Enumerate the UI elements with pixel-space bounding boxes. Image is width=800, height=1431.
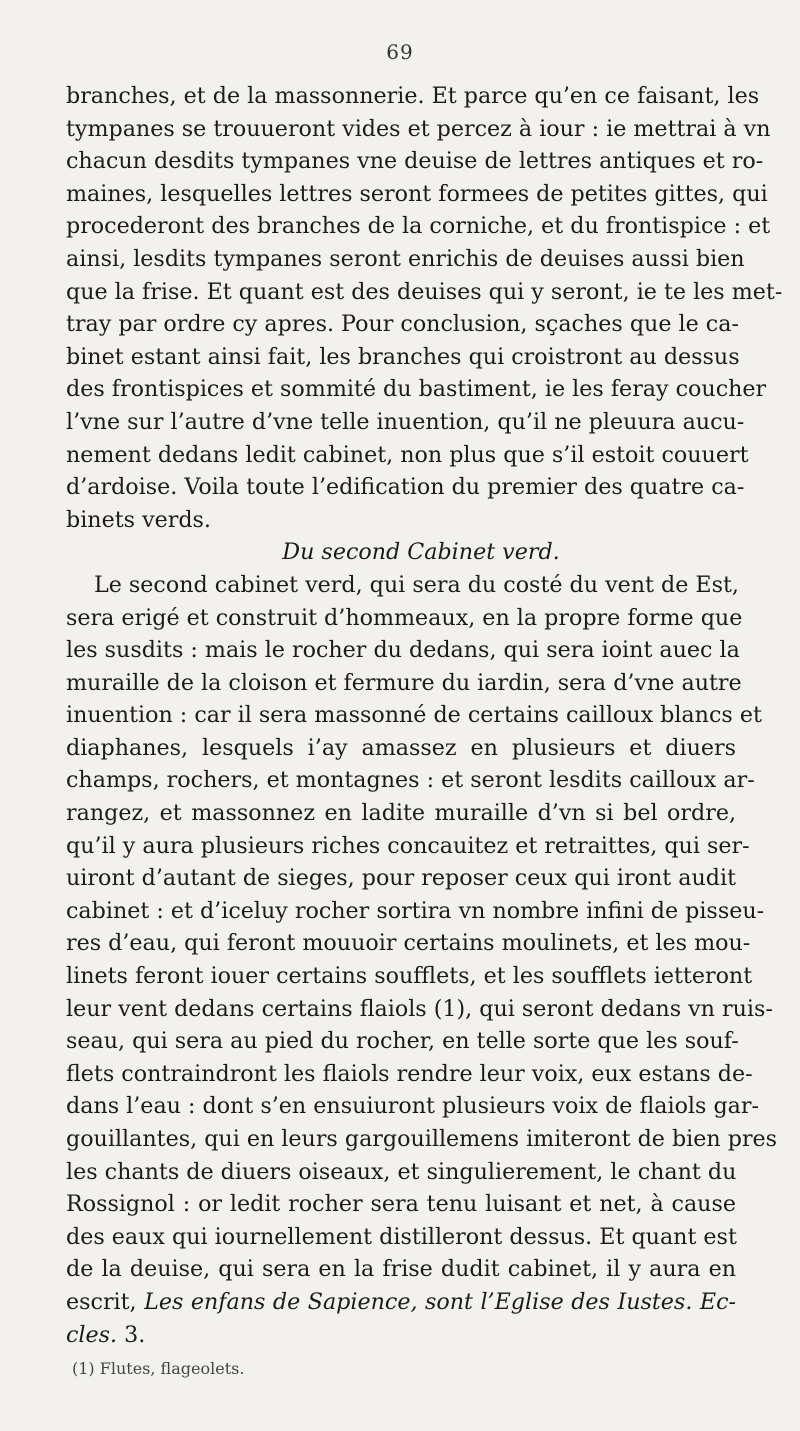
text-line: les susdits : mais le rocher du dedans, qui sera ioint auec la [66,637,740,664]
text-line: l’vne sur l’autre d’vne telle inuention, qu’il ne pleuura aucu- [66,408,745,435]
text-segment: escrit, [66,1288,145,1315]
text-line: Rossignol : or ledit rocher sera tenu luisant et net, à cause [66,1191,736,1218]
text-line: res d’eau, qui feront mouuoir certains moulinets, et les mou- [66,930,751,957]
text-line: nement dedans ledit cabinet, non plus que s’il estoit couuert [66,441,749,468]
text-line: uiront d’autant de sieges, pour reposer ceux qui iront audit [66,865,736,892]
text-line: champs, rochers, et montagnes : et seront lesdits cailloux ar- [66,767,755,794]
text-line: tympanes se trouueront vides et percez à iour : ie mettrai à vn [66,115,771,142]
section-heading: Du second Cabinet verd. [282,539,560,566]
page-number: 69 [386,40,414,64]
text-line: diaphanes, lesquels i’ay amassez en plusieurs et diuers [66,734,736,761]
text-line: seau, qui sera au pied du rocher, en telle sorte que les souf- [66,1028,739,1055]
text-line: linets feront iouer certains soufflets, et les soufflets ietteront [66,963,753,990]
text-line: chacun desdits tympanes vne deuise de lettres antiques et ro- [66,148,764,175]
text-line-with-quote [66,1319,736,1352]
text-line-with-quote [66,1286,736,1319]
italic-quote: Les enfans de Sapience, sont l’Eglise des Iustes. Ec- [144,1288,736,1315]
text-segment: 3. [117,1321,146,1348]
text-line: maines, lesquelles lettres seront formees de petites gittes, qui [66,180,768,207]
text-line: des eaux qui iournellement distilleront dessus. Et quant est [66,1223,737,1250]
text-line: que la frise. Et quant est des deuises qui y seront, ie te les met- [66,278,783,305]
text-line: muraille de la cloison et fermure du iardin, sera d’vne autre [66,669,742,696]
text-line: dans l’eau : dont s’en ensuiuront plusieurs voix de flaiols gar- [66,1093,760,1120]
body-text [66,80,783,1351]
footnote: (1) Flutes, flageolets. [72,1359,245,1378]
text-line: inuention : car il sera massonné de certains cailloux blancs et [66,702,762,729]
text-line: procederont des branches de la corniche, et du frontispice : et [66,213,771,240]
text-line: gouillantes, qui en leurs gargouillemens imiteront de bien pres [66,1126,778,1152]
text-line: leur vent dedans certains flaiols (1), qui seront dedans vn ruis- [66,995,773,1022]
text-line: binets verds. [66,506,211,533]
text-line: binet estant ainsi fait, les branches qui croistront au dessus [66,343,740,370]
text-line: qu’il y aura plusieurs riches concauitez et retraittes, qui ser- [66,832,750,859]
text-line: tray par ordre cy apres. Pour conclusion, sçaches que le ca- [66,311,739,338]
text-line: les chants de diuers oiseaux, et singulierement, le chant du [66,1158,737,1185]
text-line: branches, et de la massonnerie. Et parce qu’en ce faisant, les [66,83,760,109]
text-line: Le second cabinet verd, qui sera du costé du vent de Est, [94,571,739,598]
text-line: flets contraindront les flaiols rendre leur voix, eux estans de- [66,1060,753,1087]
text-line: de la deuise, qui sera en la frise dudit cabinet, il y aura en [66,1256,736,1283]
text-line: rangez, et massonnez en ladite muraille d’vn si bel ordre, [66,800,736,827]
italic-quote: cles. [66,1321,118,1348]
text-line: d’ardoise. Voila toute l’edification du premier des quatre ca- [66,474,745,501]
text-line: des frontispices et sommité du bastiment, ie les feray coucher [66,376,767,403]
text-line: ainsi, lesdits tympanes seront enrichis de deuises aussi bien [66,245,745,272]
text-line: cabinet : et d’iceluy rocher sortira vn nombre infini de pisseu- [66,897,765,924]
text-line: sera erigé et construit d’hommeaux, en la propre forme que [66,604,743,631]
